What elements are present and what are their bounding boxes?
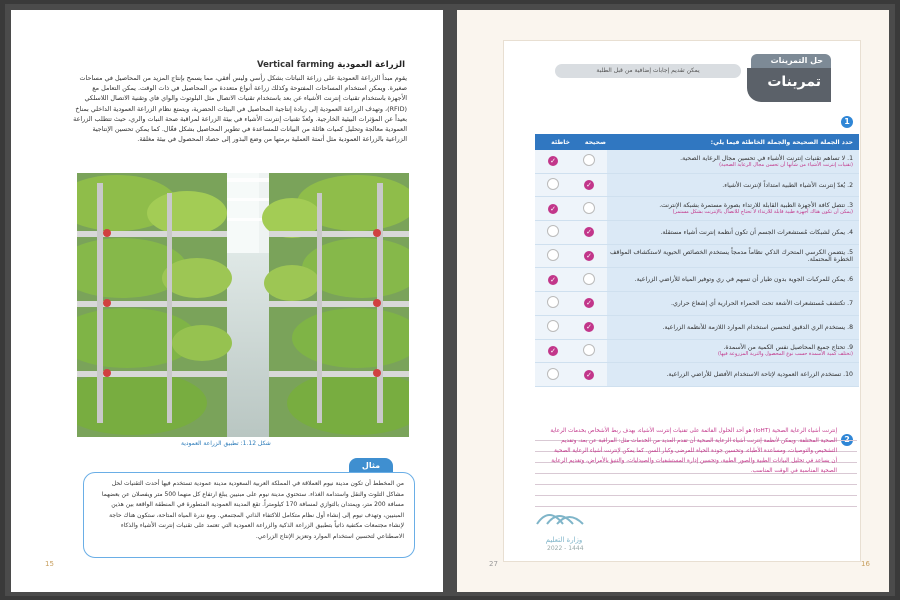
section-heading: [257, 60, 405, 70]
example-text: من المخطط أن تكون مدينة نيوم العملاقة في المملكة العربية السعودية مدينة عمودية تستخدم فيها أحدث التقنيات لحل مشاكل التلوث والنقل واستدامة الغذاء. ستحتوي مدينة نيوم على مبنيين يبلغ ارتفاع كل منهما 500 متر ويفصلان عن بعضهما مسافة 200 متر، ويمتدان بالتوازي لمسافة 170 كيلومتراً. تقع المدينة العمودية المتطورة في المنطقة الواقعة بين هذين المبنيين، وتهدف نيوم إلى إنشاء أول نظام متكامل للاكتفاء الذاتي المجتمعي. ومع ندرة المياه المتاحة، ستكون هناك حاجة لإنشاء مجتمعات مكتفية ذاتياً بتطبيق الزراعة الذكية والزراعة العمودية التي تعتمد على تقنيات إنترنت الأشياء والذكاء الاصطناعي لتحسين استخدام الموارد وتعزيز الإنتاج الزراعي.: [101, 480, 404, 540]
example-tab: مثال: [349, 458, 393, 474]
book-spread: [5, 4, 895, 596]
check-icon[interactable]: ✓: [584, 180, 594, 190]
empty-circle-icon[interactable]: [583, 202, 595, 214]
empty-circle-icon[interactable]: [547, 178, 559, 190]
col-false: خاطئة: [535, 134, 571, 150]
question-2-answer: إنترنت أشياء الرعاية الصحية (IoHT) هو أحد الحلول القائمة على تقنيات إنترنت الأشياء، بهدف ربط الأشخاص بخدمات الرعاية الصحية المختلفة. ويمكن لأنظمة إنترنت أشياء الرعاية الصحية أن تقدم العديد من الخدمات مثل: المراقبة عن بعد، وتقديم التشخيص والتوصيات، ومساعدة الأطباء، وتحسين جودة الحياة للمرضى وكبار السن. كما يمكن لإنترنت أشياء الرعاية الصحية أن يساعد في تحليل البيانات الطبية والصور الطبية، وتحسين إدارة المستشفيات والصيدليات، والتنبؤ بالأمراض، وتقديم الرعاية الصحية المناسبة في الوقت المناسب.: [550, 428, 837, 474]
true-cell: [571, 315, 607, 339]
logo-text: وزارة التعليم: [545, 536, 583, 544]
ministry-logo: [529, 502, 599, 544]
table-row: [535, 244, 859, 268]
false-cell: [535, 197, 571, 221]
check-icon[interactable]: ✓: [584, 370, 594, 380]
empty-circle-icon[interactable]: [547, 320, 559, 332]
empty-circle-icon[interactable]: [583, 344, 595, 356]
empty-circle-icon[interactable]: [547, 296, 559, 308]
false-cell: [535, 315, 571, 339]
table-row: [535, 173, 859, 197]
year-label: 2022 - 1444: [547, 545, 584, 552]
question-1-badge: 1: [841, 116, 853, 128]
check-icon[interactable]: ✓: [584, 251, 594, 261]
statement-text: 9. تحتاج جميع المحاصيل نفس الكمية من الأسمدة.: [723, 344, 853, 352]
table-row: [535, 339, 859, 363]
false-cell: [535, 339, 571, 363]
true-cell: [571, 339, 607, 363]
false-cell: [535, 292, 571, 316]
statement-text: 7. تكتشف مُستشعرات الأشعة تحت الحمراء الحرارية أي إشعاع حراري.: [671, 299, 853, 307]
statement-text: 1. لا تساهم تقنيات إنترنت الأشياء في تحسين مجال الرعاية الصحية.: [680, 154, 853, 162]
true-false-table: [535, 134, 859, 387]
figure-caption: شكل 1.12: تطبيق الزراعة العمودية: [181, 440, 271, 447]
statement-cell: [607, 150, 859, 173]
example-box: [83, 472, 415, 558]
true-cell: [571, 268, 607, 292]
true-cell: [571, 150, 607, 173]
statement-text: 8. يستخدم الري الدقيق لتحسين استخدام الموارد اللازمة للأنظمة الزراعية.: [662, 323, 853, 331]
right-page: [457, 10, 889, 592]
question-2-badge: 2: [841, 434, 853, 446]
false-cell: [535, 173, 571, 197]
false-cell: [535, 221, 571, 245]
statement-text: 3. تتصل كافة الأجهزة الطبية القابلة للارتداء بصورة مستمرة بشبكة الإنترنت.: [659, 202, 853, 210]
statement-cell: [607, 244, 859, 268]
true-cell: [571, 292, 607, 316]
true-cell: [571, 244, 607, 268]
correction-note: (تختلف كمية الأسمدة حسب نوع المحصول والتربة المزروعة فيها): [717, 351, 853, 358]
correction-note: (تقنيات إنترنت الأشياء من شأنها أن تحسن مجال الرعاية الصحية): [719, 161, 853, 168]
correction-note: (يمكن أن تكون هناك أجهزة طبية قابلة للارتداء لا تحتاج للاتصال بالإنترنت بشكل مستمر): [672, 209, 853, 216]
false-cell: [535, 268, 571, 292]
statement-cell: [607, 197, 859, 221]
table-header: حدد الجملة الصحيحة والجملة الخاطئة فيما يلي:: [607, 134, 859, 150]
table-row: [535, 268, 859, 292]
statement-cell: [607, 221, 859, 245]
check-icon[interactable]: ✓: [584, 322, 594, 332]
statement-cell: [607, 268, 859, 292]
table-row: [535, 221, 859, 245]
false-cell: [535, 150, 571, 173]
statement-text: 10. تستخدم الزراعة العمودية لإتاحة الاستخدام الأفضل للأراضي الزراعية.: [666, 371, 853, 379]
inner-page-number: 27: [489, 560, 498, 568]
left-page: [11, 10, 443, 592]
true-cell: [571, 221, 607, 245]
check-icon[interactable]: ✓: [548, 346, 558, 356]
table-row: [535, 197, 859, 221]
table-row: [535, 292, 859, 316]
body-paragraph: يقوم مبدأ الزراعة العمودية على زراعة النباتات بشكل رأسي وليس أفقي، مما يسمح بإنتاج المزيد من المحاصيل في مساحات صغيرة. ويمكن استخدام المساحات المفتوحة وكذلك زراعة أنواع متعددة من المحاصيل في ذات الوقت. يمكن التعامل مع الأجهزة باستخدام تقنيات إنترنت الأشياء عن بعد باستخدام تقنيات الاتصال مثل البلوتوث والواي فاي وتقنية الاتصال اللاسلكي (RFID)، وتهدف الزراعة العمودية إلى زيادة إنتاجية المحاصيل في البيئات الحضرية، ويتمتع نظام الزراعة العمودية الداخلي بمناخ بعيداً عن المؤثرات البيئية الخارجية. وتُعدّ تقنيات إنترنت الأشياء في بيئة الزراعة لمراقبة صحة النبات والري، حيث تتطلب الزراعة العمودية معالجة وتحليل كميات هائلة من البيانات للمساعدة في تطوير المحاصيل بشكل فعّال. كما يمكن تحسين الإنتاجية الزراعية بالزراعة العمودية مثل أتمتة العملية برمتها من وضع البذور إلى حصاد المحصول في بيئة مغلقة.: [73, 74, 407, 144]
statement-text: 6. يمكن للمركبات الجوية بدون طيار أن تسهم في ري وتوفير المياه للأراضي الزراعية.: [634, 276, 853, 284]
check-icon[interactable]: ✓: [548, 204, 558, 214]
heading-arabic: الزراعة العمودية: [337, 60, 405, 70]
table-row: [535, 150, 859, 173]
statement-cell: [607, 292, 859, 316]
empty-circle-icon[interactable]: [583, 273, 595, 285]
heading-english: Vertical farming: [257, 60, 335, 70]
statement-text: 5. يتضمن الكرسي المتحرك الذكي نظاماً مدمجاً يستخدم الخصائص الحيوية لاستكشاف المواقف الخطرة المحتملة.: [609, 249, 853, 264]
false-cell: [535, 244, 571, 268]
statement-text: 2. يُعدّ إنترنت الأشياء الطبية امتداداً لإنترنت الأشياء.: [722, 181, 853, 189]
vertical-farm-photo: [77, 173, 409, 437]
page-number-right: 16: [861, 560, 870, 568]
col-true: صحيحة: [571, 134, 607, 150]
page-number-left: 15: [45, 560, 54, 568]
statement-cell: [607, 315, 859, 339]
true-cell: [571, 197, 607, 221]
empty-circle-icon[interactable]: [583, 154, 595, 166]
check-icon[interactable]: ✓: [548, 156, 558, 166]
title-tab: [747, 68, 831, 102]
true-cell: [571, 173, 607, 197]
true-cell: [571, 363, 607, 387]
check-icon[interactable]: ✓: [584, 298, 594, 308]
check-icon[interactable]: ✓: [548, 275, 558, 285]
solution-label: حل التمرينات: [770, 56, 823, 65]
false-cell: [535, 363, 571, 387]
statement-cell: [607, 363, 859, 387]
statement-text: 4. يمكن لشبكات مُستشعرات الجسم أن تكون أنظمة إنترنت أشياء مستقلة.: [660, 228, 853, 236]
statement-cell: [607, 339, 859, 363]
check-icon[interactable]: ✓: [584, 227, 594, 237]
empty-circle-icon[interactable]: [547, 368, 559, 380]
answer-note: يمكن تقديم إجابات إضافية من قبل الطلبة: [555, 64, 741, 78]
empty-circle-icon[interactable]: [547, 249, 559, 261]
page-title: تمرينات: [767, 74, 821, 90]
table-row: [535, 315, 859, 339]
table-row: [535, 363, 859, 387]
statement-cell: [607, 173, 859, 197]
empty-circle-icon[interactable]: [547, 225, 559, 237]
